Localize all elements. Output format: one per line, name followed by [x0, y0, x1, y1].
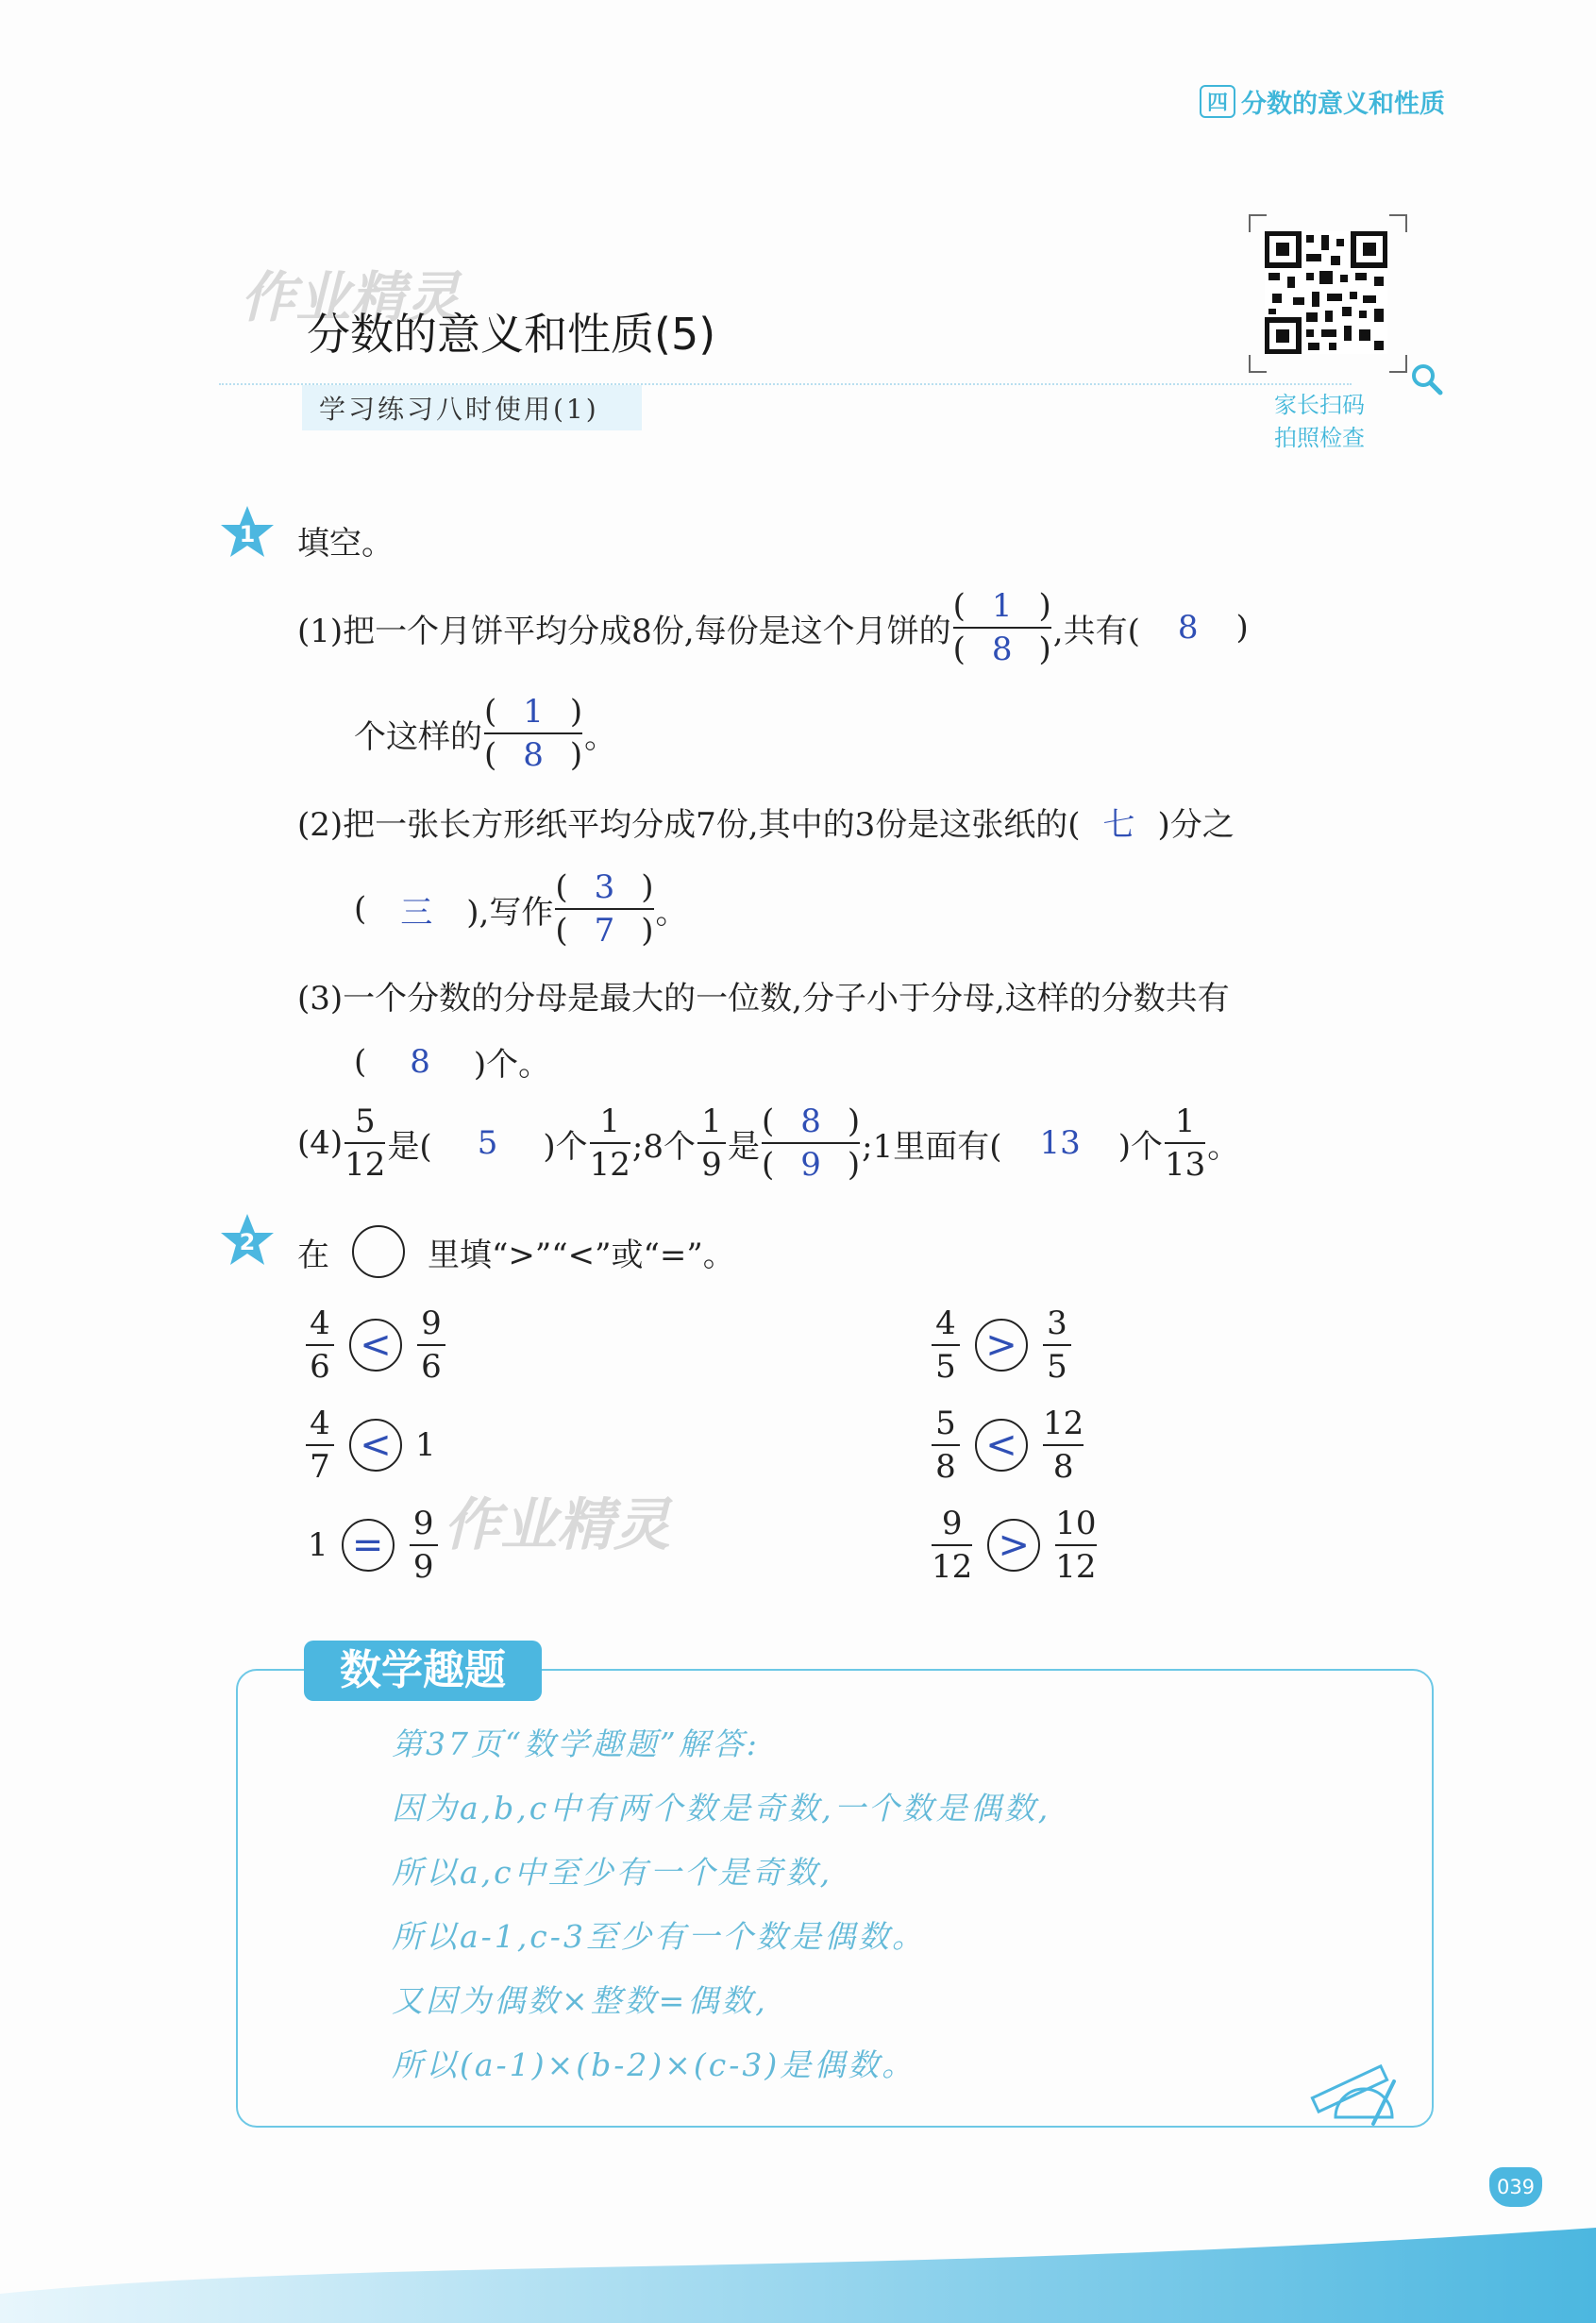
- question-number: 1: [239, 521, 256, 547]
- q1-part3-line1: (3)一个分数的分母是最大的一位数,分子小于分母,这样的分数共有: [297, 980, 1230, 1018]
- fun-line: 所以(a-1)×(b-2)×(c-3)是偶数。: [392, 2046, 916, 2083]
- denominator: 12: [344, 1146, 386, 1184]
- qr-label: [1274, 389, 1365, 455]
- denominator: 6: [421, 1348, 442, 1386]
- compare-item: [304, 1403, 436, 1488]
- text: (1)把一个月饼平均分成8份,每份是这个月饼的: [297, 612, 951, 650]
- text: (: [354, 890, 367, 928]
- fun-math-title: 数学趣题: [304, 1641, 542, 1701]
- text: 个这样的: [354, 717, 482, 756]
- text: ): [1235, 609, 1249, 647]
- bottom-wave-decoration: [0, 2228, 1596, 2323]
- denominator: 9: [412, 1548, 434, 1586]
- answer-circle: >: [987, 1519, 1040, 1572]
- ruler-protractor-icon: [1307, 2044, 1411, 2129]
- q1-part1-line1: [297, 585, 1249, 670]
- scan-frame-icon: [1248, 213, 1408, 374]
- text: )个: [543, 1127, 588, 1166]
- text: 里填“>”“<”或“=”。: [428, 1236, 735, 1274]
- answer: 8: [523, 736, 544, 774]
- fun-line: 又因为偶数×整数=偶数,: [392, 1982, 768, 2019]
- chapter-number: 四: [1200, 85, 1235, 118]
- answer-circle: >: [975, 1319, 1028, 1372]
- text: ;1里面有(: [862, 1127, 1002, 1166]
- numerator: 1: [1174, 1103, 1196, 1140]
- text: 是(: [387, 1127, 432, 1166]
- answer: 1: [991, 587, 1013, 625]
- answer-circle: <: [975, 1419, 1028, 1472]
- answer: 7: [594, 912, 615, 950]
- text: )个。: [473, 1046, 551, 1084]
- text: (4): [297, 1124, 344, 1162]
- magnifier-icon: [1411, 363, 1443, 396]
- text: ;8个: [631, 1127, 696, 1166]
- numerator: 9: [941, 1505, 963, 1542]
- integer: 1: [415, 1426, 436, 1464]
- answer: 8: [800, 1103, 821, 1140]
- denominator: 6: [310, 1348, 330, 1386]
- answer-circle: =: [342, 1519, 395, 1572]
- compare-item: [930, 1403, 1085, 1488]
- question-number: 2: [239, 1229, 256, 1255]
- answer: 3: [594, 868, 615, 906]
- answer: 8: [410, 1042, 430, 1081]
- compare-item: [930, 1503, 1099, 1588]
- chapter-tag: [1200, 83, 1445, 120]
- numerator: 1: [599, 1103, 621, 1140]
- answer: 三: [400, 893, 433, 932]
- denominator: 8: [935, 1448, 956, 1486]
- compare-item: [308, 1503, 440, 1588]
- numerator: 4: [935, 1305, 956, 1342]
- compare-item: [930, 1303, 1073, 1388]
- chapter-title: 分数的意义和性质: [1241, 90, 1445, 119]
- text: )分之: [1157, 806, 1235, 844]
- watermark: 作业精灵: [444, 1492, 670, 1558]
- fraction: ( 1 ) ( 8 ): [484, 693, 583, 774]
- denominator: 8: [1052, 1448, 1074, 1486]
- qr-label-line: 家长扫码: [1274, 392, 1365, 418]
- qr-label-line: 拍照检查: [1274, 425, 1365, 451]
- denominator: 7: [310, 1448, 330, 1486]
- q1-part2-line2: [354, 867, 688, 951]
- denominator: 9: [701, 1146, 722, 1184]
- q1-part1-line2: [354, 691, 616, 776]
- fraction: [1165, 1101, 1205, 1186]
- fun-line: 所以a,c中至少有一个是奇数,: [392, 1854, 833, 1891]
- page-title: 分数的意义和性质(5): [307, 309, 716, 360]
- fraction: ( 1 ) ( 8 ): [952, 587, 1051, 668]
- q1-part4: [297, 1101, 1239, 1186]
- fun-line: 因为a,b,c中有两个数是奇数,一个数是偶数,: [392, 1790, 1051, 1826]
- integer: 1: [308, 1526, 328, 1564]
- numerator: 4: [310, 1405, 330, 1442]
- answer: 5: [477, 1124, 498, 1162]
- fraction: ( 3 ) ( 7 ): [555, 868, 654, 950]
- text: )个: [1117, 1127, 1164, 1166]
- numerator: 4: [310, 1305, 330, 1342]
- answer: 8: [1177, 609, 1199, 647]
- answer: 9: [800, 1146, 821, 1184]
- text: 。: [1207, 1127, 1240, 1166]
- denominator: 12: [589, 1146, 630, 1184]
- text: 。: [655, 893, 688, 932]
- answer: 1: [523, 693, 544, 731]
- q1-part2-line1: [297, 799, 1235, 845]
- q1-part3-line2: [354, 1038, 550, 1085]
- text: ),写作: [466, 893, 554, 932]
- numerator: 5: [935, 1405, 956, 1442]
- numerator: 10: [1055, 1505, 1097, 1542]
- text: (: [354, 1042, 367, 1081]
- numerator: 3: [1047, 1305, 1067, 1342]
- text: 在: [297, 1236, 329, 1274]
- fun-line: 所以a-1,c-3至少有一个数是偶数。: [392, 1918, 926, 1955]
- answer: 七: [1102, 806, 1135, 844]
- denominator: 13: [1165, 1146, 1206, 1184]
- fraction: [697, 1101, 726, 1186]
- empty-circle: [352, 1225, 405, 1278]
- numerator: 12: [1043, 1405, 1084, 1442]
- denominator: 12: [932, 1548, 973, 1586]
- q2-heading: [297, 1225, 735, 1278]
- star-icon: [219, 1212, 276, 1269]
- numerator: 5: [354, 1103, 376, 1140]
- text: 是: [727, 1127, 760, 1166]
- text: 。: [584, 717, 617, 756]
- fraction: [344, 1101, 385, 1186]
- answer: 13: [1039, 1124, 1081, 1162]
- text: (2)把一张长方形纸平均分成7份,其中的3份是这张纸的(: [297, 806, 1081, 844]
- answer-circle: <: [349, 1419, 402, 1472]
- fraction: ( 8 ) ( 9 ): [761, 1103, 861, 1184]
- numerator: 9: [421, 1305, 442, 1342]
- fraction: [590, 1101, 630, 1186]
- answer-circle: <: [349, 1319, 402, 1372]
- subtitle: 学习练习八时使用(1): [319, 394, 599, 425]
- watermark: 作业精灵: [241, 265, 461, 329]
- denominator: 5: [1047, 1348, 1067, 1386]
- text: ,共有(: [1052, 612, 1140, 650]
- page-number: 039: [1489, 2167, 1542, 2207]
- q1-heading: 填空。: [297, 525, 394, 563]
- denominator: 12: [1055, 1548, 1097, 1586]
- star-icon: [219, 504, 276, 561]
- compare-item: [304, 1303, 447, 1388]
- answer: 8: [991, 631, 1013, 668]
- numerator: 9: [412, 1505, 434, 1542]
- fun-line: 第37页“数学趣题”解答:: [392, 1725, 760, 1762]
- denominator: 5: [935, 1348, 956, 1386]
- numerator: 1: [701, 1103, 722, 1140]
